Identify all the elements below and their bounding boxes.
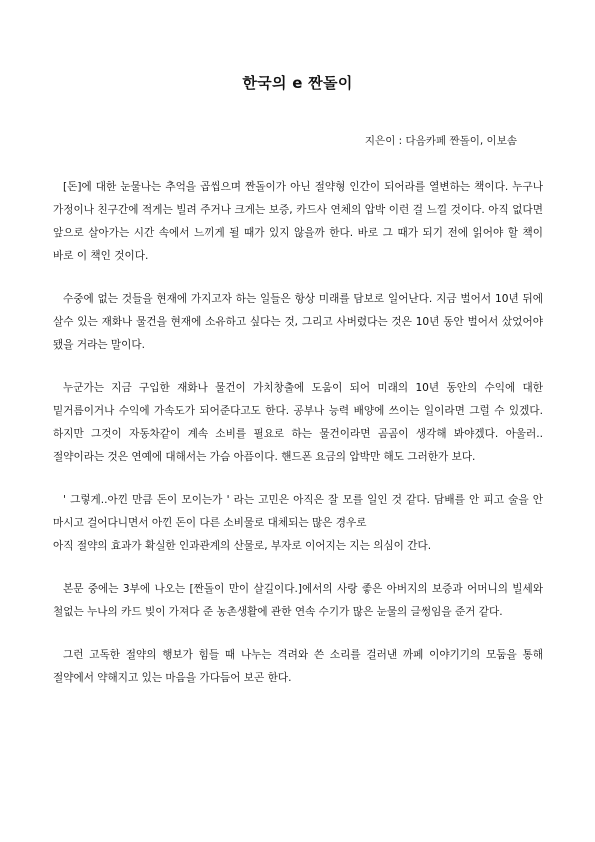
- paragraph-1: [돈]에 대한 눈물나는 추억을 곱씹으며 짠돌이가 아닌 절약형 인간이 되어라를 열변하는 책이다. 누구나 가정이나 친구간에 적게는 빌려 주거나 크게는 보증, 카드사 연체의 압박 이런 걸 느낄 것이다. 아직 없다면 앞으로 살아가는 시간 속에서 느끼게 될 때가 있지 않을까 한다. 바로 그 때가 되기 전에 읽어야 할 책이 바로 이 책인 것이다.: [53, 181, 543, 262]
- paragraph-5: 본문 중에는 3부에 나오는 [짠돌이 만이 살길이다.]에서의 사랑 좋은 아버지의 보증과 어머니의 빌세와 철없는 누나의 카드 빚이 가져다 준 농촌생활에 관한 연속 수기가 많은 눈물의 글썽임을 준거 같다.: [53, 583, 543, 618]
- document-body: [53, 176, 543, 710]
- paragraph-3: 누군가는 지금 구입한 재화나 물건이 가치창출에 도움이 되어 미래의 10년 동안의 수익에 대한 밑거름이거나 수익에 가속도가 되어준다고도 한다. 공부나 능력 배양에 쓰이는 일이라면 그럴 수 있겠다. 하지만 그것이 자동차같이 계속 소비를 필요로 하는 물건이라면 곰곰이 생각해 봐야겠다. 아울러..절약이라는 것은 연예에 대해서는 가슴 아픔이다. 핸드폰 요금의 압박만 해도 그러한가 보다.: [53, 382, 543, 463]
- paragraph-6: 그런 고독한 절약의 행보가 힘들 때 나누는 격려와 쓴 소리를 걸러낸 까페 이야기기의 모둠을 통해 절약에서 약해지고 있는 마음을 가다듬어 보곤 한다.: [53, 649, 543, 684]
- paragraph-2: 수중에 없는 것들을 현재에 가지고자 하는 일들은 항상 미래를 담보로 일어난다. 지금 벌어서 10년 뒤에 살수 있는 재화나 물건을 현재에 소유하고 싶다는 것, 그리고 사버렸다는 것은 10년 동안 벌어서 샀었어야 됐을 거라는 말이다.: [53, 293, 543, 351]
- document-title: 한국의 e 짠돌이: [242, 74, 353, 92]
- author-line: 지은이 : 다음카페 짠돌이, 이보솜: [364, 135, 517, 147]
- paragraph-4: ' 그렇게..아낀 만큼 돈이 모이는가 ' 라는 고민은 아직은 잘 모를 일인 것 같다. 담배를 안 피고 술을 안 마시고 걸어다니면서 아낀 돈이 다른 소비물로 대체되는 많은 경우로 아직 절약의 효과가 확실한 인과관계의 산물로, 부자로 이어지는 지는 의심이 간다.: [53, 494, 543, 552]
